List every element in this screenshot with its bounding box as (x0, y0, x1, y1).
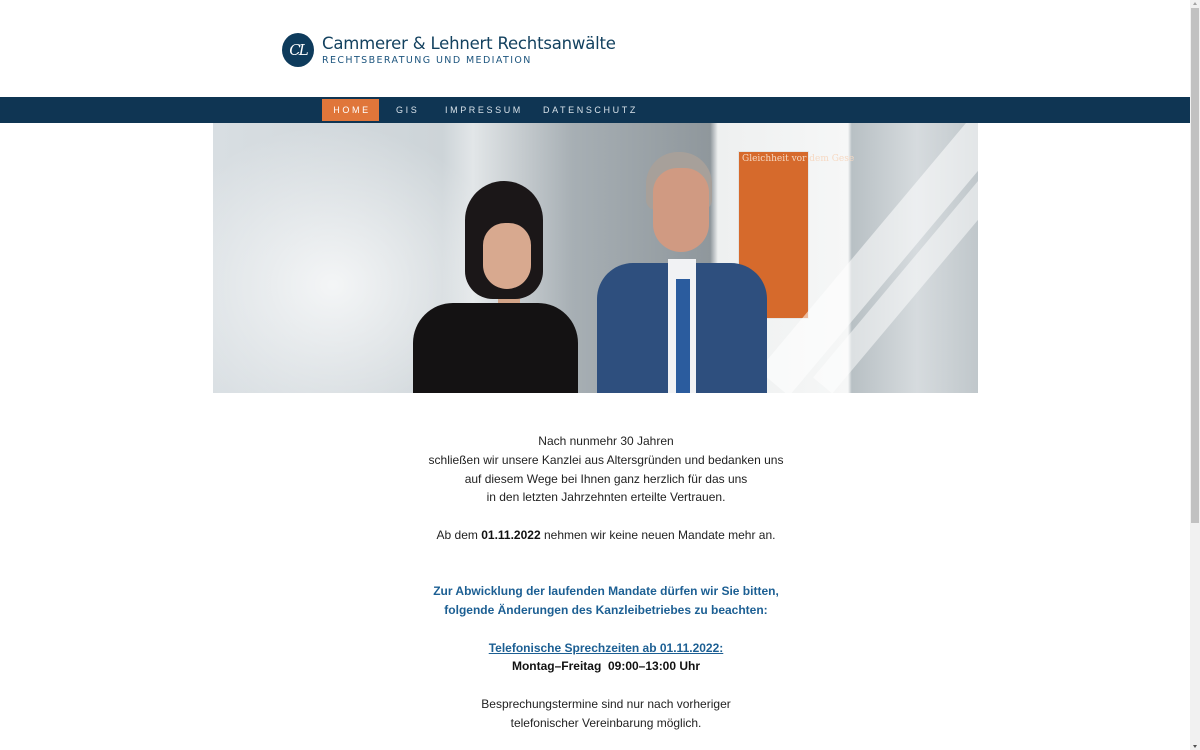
phone-hours: Montag–Freitag 09:00–13:00 Uhr (511, 659, 701, 674)
announcement (213, 432, 999, 733)
intro-line: in den letzten Jahrzehnten erteilte Vertrauen. (486, 490, 726, 505)
scrollbar-thumb[interactable] (1191, 8, 1199, 523)
mandate-notice: Ab dem 01.11.2022 nehmen wir keine neuen Mandate mehr an. (436, 528, 776, 543)
main-nav (0, 97, 1190, 123)
nav-item-datenschutz[interactable]: DATENSCHUTZ (543, 105, 638, 115)
notice-line: folgende Änderungen des Kanzleibetriebes zu beachten: (444, 602, 768, 617)
intro-line: auf diesem Wege bei Ihnen ganz herzlich für das uns (464, 471, 748, 486)
logo-title: Cammerer & Lehnert Rechtsanwälte (322, 33, 616, 53)
phone-hours-heading[interactable]: Telefonische Sprechzeiten ab 01.11.2022: (488, 640, 724, 655)
vertical-scrollbar[interactable] (1190, 0, 1200, 750)
person-woman (413, 303, 578, 393)
scroll-up-arrow-icon[interactable] (1190, 0, 1200, 7)
appointment-line: Besprechungstermine sind nur nach vorheriger (481, 697, 731, 712)
site-header (0, 0, 1190, 97)
nav-item-home[interactable]: HOME (322, 99, 379, 121)
appointment-line: telefonischer Vereinbarung möglich. (510, 715, 702, 730)
nav-item-impressum[interactable]: IMPRESSUM (445, 105, 523, 115)
intro-line: Nach nunmehr 30 Jahren (538, 434, 674, 448)
mandate-date: 01.11.2022 (481, 528, 541, 543)
intro-line: schließen wir unsere Kanzlei aus Altersgründen und bedanken uns (428, 452, 784, 467)
logo-monogram-icon: CL (282, 33, 314, 67)
site-logo[interactable] (282, 33, 616, 67)
logo-subtitle: RECHTSBERATUNG UND MEDIATION (322, 54, 532, 66)
hero-image (213, 123, 978, 393)
scroll-down-arrow-icon[interactable] (1190, 743, 1200, 750)
wall-poster: Gleichheit vor dem Gese (739, 152, 808, 318)
nav-item-gis[interactable]: GIS (396, 105, 420, 115)
notice-line: Zur Abwicklung der laufenden Mandate dürfen wir Sie bitten, (433, 583, 779, 598)
